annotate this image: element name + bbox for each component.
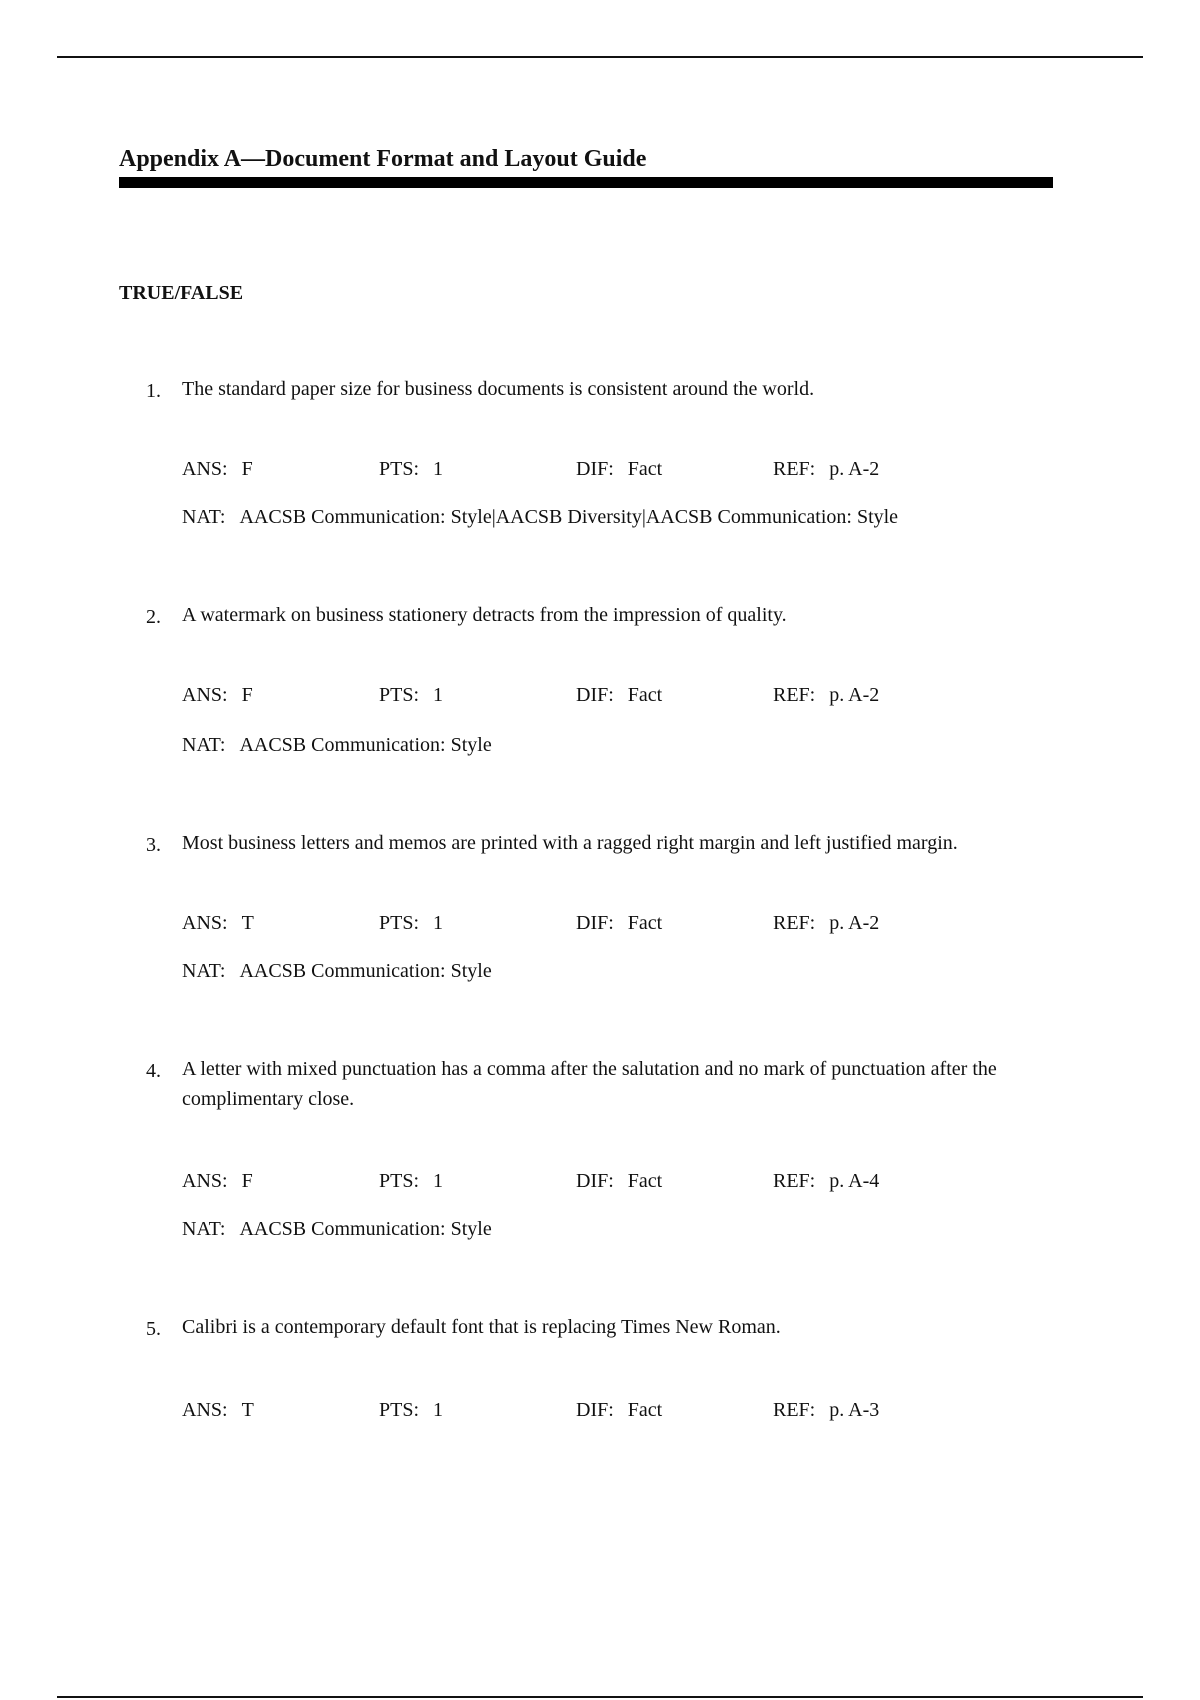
title-underline-bar	[119, 177, 1053, 188]
points-label: PTS:	[379, 458, 420, 480]
answer-field	[182, 1399, 254, 1422]
difficulty-label: DIF:	[576, 1170, 614, 1192]
nat-value: AACSB Communication: Style	[239, 960, 492, 982]
answer-label: ANS:	[182, 684, 228, 706]
points-label: PTS:	[379, 912, 420, 934]
answer-label: ANS:	[182, 1399, 228, 1421]
answer-value: T	[241, 1399, 254, 1421]
nat-label: NAT:	[182, 1218, 226, 1240]
answer-field	[182, 458, 253, 481]
points-value: 1	[433, 1170, 444, 1192]
difficulty-field	[576, 912, 662, 935]
difficulty-value: Fact	[627, 1399, 663, 1421]
nat-value: AACSB Communication: Style	[239, 1218, 492, 1240]
difficulty-value: Fact	[627, 1170, 663, 1192]
answer-label: ANS:	[182, 912, 228, 934]
reference-value: p. A-2	[829, 458, 880, 480]
answer-value: F	[241, 1170, 253, 1192]
points-value: 1	[433, 458, 444, 480]
reference-label: REF:	[773, 1170, 816, 1192]
page-bottom-rule	[57, 1696, 1143, 1698]
difficulty-value: Fact	[627, 912, 663, 934]
reference-value: p. A-2	[829, 912, 880, 934]
difficulty-value: Fact	[627, 684, 663, 706]
question-number: 3.	[146, 834, 161, 856]
question-number: 5.	[146, 1318, 161, 1340]
points-value: 1	[433, 1399, 444, 1421]
reference-label: REF:	[773, 684, 816, 706]
reference-value: p. A-2	[829, 684, 880, 706]
difficulty-label: DIF:	[576, 1399, 614, 1421]
reference-value: p. A-4	[829, 1170, 880, 1192]
question-number: 4.	[146, 1060, 161, 1082]
points-label: PTS:	[379, 684, 420, 706]
question-text: Most business letters and memos are printed with a ragged right margin and left justified margin.	[182, 832, 958, 854]
question-text: A letter with mixed punctuation has a comma after the salutation and no mark of punctuation after the complimentary close.	[182, 1058, 997, 1110]
nat-field	[182, 1218, 492, 1241]
points-field	[379, 1399, 443, 1422]
answer-field	[182, 1170, 253, 1193]
points-value: 1	[433, 912, 444, 934]
points-field	[379, 684, 443, 707]
nat-label: NAT:	[182, 506, 226, 528]
nat-label: NAT:	[182, 734, 226, 756]
question-number: 2.	[146, 606, 161, 628]
answer-field	[182, 684, 253, 707]
reference-field	[773, 458, 879, 481]
reference-label: REF:	[773, 1399, 816, 1421]
question-text: The standard paper size for business documents is consistent around the world.	[182, 378, 815, 400]
points-value: 1	[433, 684, 444, 706]
reference-value: p. A-3	[829, 1399, 880, 1421]
page-title: Appendix A—Document Format and Layout Guide	[119, 146, 647, 172]
nat-value: AACSB Communication: Style	[239, 734, 492, 756]
page-top-rule	[57, 56, 1143, 58]
difficulty-field	[576, 1399, 662, 1422]
difficulty-label: DIF:	[576, 458, 614, 480]
difficulty-label: DIF:	[576, 912, 614, 934]
reference-label: REF:	[773, 912, 816, 934]
points-field	[379, 458, 443, 481]
points-field	[379, 1170, 443, 1193]
answer-label: ANS:	[182, 1170, 228, 1192]
nat-label: NAT:	[182, 960, 226, 982]
reference-field	[773, 1170, 879, 1193]
difficulty-value: Fact	[627, 458, 663, 480]
reference-label: REF:	[773, 458, 816, 480]
difficulty-label: DIF:	[576, 684, 614, 706]
nat-field	[182, 506, 898, 529]
difficulty-field	[576, 1170, 662, 1193]
points-field	[379, 912, 443, 935]
nat-value: AACSB Communication: Style|AACSB Diversity|AACSB Communication: Style	[239, 506, 899, 528]
nat-field	[182, 734, 492, 757]
reference-field	[773, 912, 879, 935]
question-text: Calibri is a contemporary default font that is replacing Times New Roman.	[182, 1316, 781, 1338]
question-text: A watermark on business stationery detracts from the impression of quality.	[182, 604, 787, 626]
nat-field	[182, 960, 492, 983]
answer-label: ANS:	[182, 458, 228, 480]
reference-field	[773, 1399, 879, 1422]
question-number: 1.	[146, 380, 161, 402]
difficulty-field	[576, 684, 662, 707]
answer-value: F	[241, 458, 253, 480]
answer-field	[182, 912, 254, 935]
reference-field	[773, 684, 879, 707]
answer-value: T	[241, 912, 254, 934]
difficulty-field	[576, 458, 662, 481]
answer-value: F	[241, 684, 253, 706]
points-label: PTS:	[379, 1399, 420, 1421]
points-label: PTS:	[379, 1170, 420, 1192]
section-heading: TRUE/FALSE	[119, 282, 244, 304]
